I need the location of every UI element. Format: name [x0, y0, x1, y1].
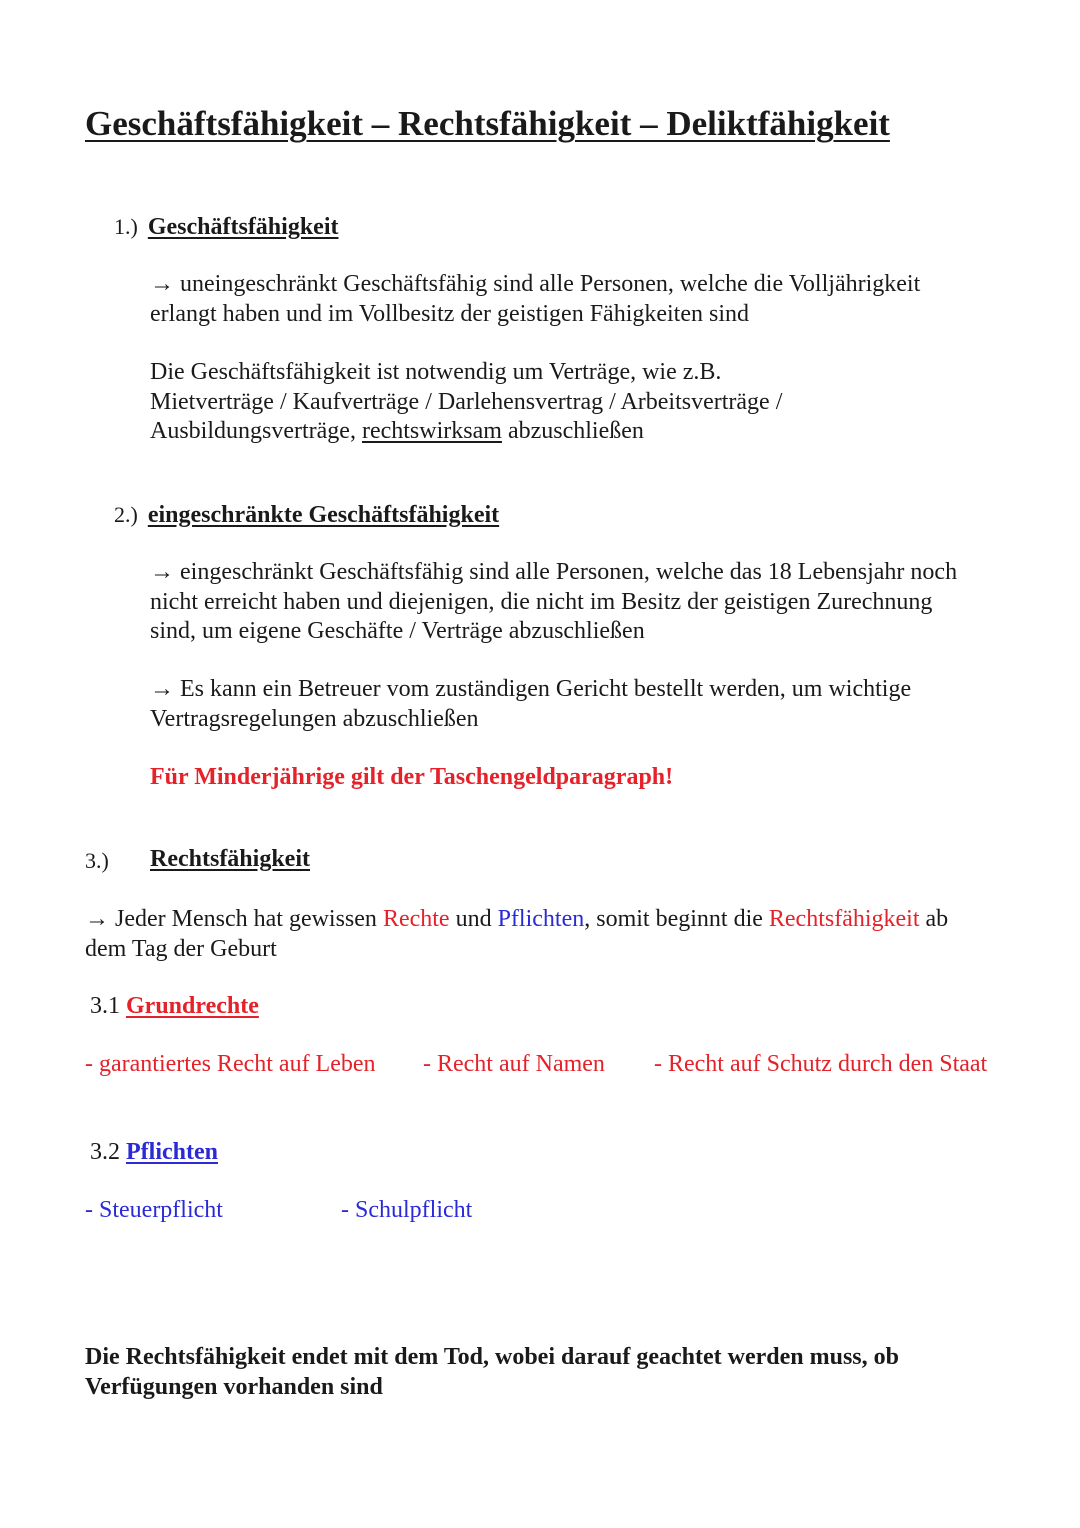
section-3-heading [85, 846, 310, 874]
text-span: Ausbildungsverträge, [150, 418, 362, 444]
text-line [85, 905, 948, 935]
text-line: sind, um eigene Geschäfte / Verträge abzuschließen [150, 618, 645, 644]
section-2-heading [114, 502, 499, 529]
text-line: Die Geschäftsfähigkeit ist notwendig um Verträge, wie z.B. [150, 359, 722, 385]
text-line: Die Rechtsfähigkeit endet mit dem Tod, wobei darauf geachtet werden muss, ob [85, 1344, 899, 1370]
section-number: 2.) [114, 502, 138, 527]
text-line: nicht erreicht haben und diejenigen, die nicht im Besitz der geistigen Zurechnung [150, 588, 933, 615]
page-title: Geschäftsfähigkeit – Rechtsfähigkeit – Deliktfähigkeit [85, 104, 890, 143]
subsection-3-1-heading [90, 992, 259, 1022]
section-title: eingeschränkte Geschäftsfähigkeit [147, 502, 500, 528]
subsection-number: 3.1 [90, 993, 126, 1019]
section-number: 3.) [85, 848, 109, 873]
text-line: → Es kann ein Betreuer vom zuständigen Gericht bestellt werden, um wichtige [150, 676, 912, 702]
text-span: und [449, 906, 498, 932]
rechtsfaehigkeit-term: Rechtsfähigkeit [768, 906, 920, 932]
section-2-paragraph-1 [150, 558, 957, 647]
text-line: Vertragsregelungen abzuschließen [150, 705, 479, 732]
grundrechte-item: - garantiertes Recht auf Leben [85, 1051, 376, 1077]
section-title: Rechtsfähigkeit [150, 846, 310, 872]
subsection-3-2-heading [90, 1138, 218, 1168]
section-number: 1.) [114, 214, 138, 239]
text-line: dem Tag der Geburt [85, 935, 277, 962]
text-line: → uneingeschränkt Geschäftsfähig sind alle Personen, welche die Volljährigkeit [150, 271, 921, 297]
text-span: ab [919, 906, 949, 932]
pflichten-term: Pflichten [497, 906, 585, 932]
text-span: , somit beginnt die [584, 906, 769, 932]
section-1-heading [114, 214, 338, 241]
grundrechte-item: - Recht auf Namen [423, 1051, 605, 1077]
text-span: → Jeder Mensch hat gewissen [85, 906, 383, 932]
text-line: Verfügungen vorhanden sind [85, 1373, 383, 1400]
text-line [150, 417, 782, 447]
subsection-number: 3.2 [90, 1139, 126, 1165]
section-1-paragraph-2 [150, 358, 782, 447]
rechte-term: Rechte [382, 906, 450, 932]
grundrechte-item: - Recht auf Schutz durch den Staat [654, 1051, 988, 1077]
subsection-title: Pflichten [126, 1139, 218, 1165]
pflichten-item: - Schulpflicht [341, 1197, 473, 1223]
section-title: Geschäftsfähigkeit [147, 214, 339, 240]
taschengeld-note: Für Minderjährige gilt der Taschengeldparagraph! [150, 764, 674, 790]
pflichten-item: - Steuerpflicht [85, 1197, 223, 1223]
section-1-paragraph-1 [150, 270, 920, 329]
text-line: → eingeschränkt Geschäftsfähig sind alle Personen, welche das 18 Lebensjahr noch [150, 559, 958, 585]
subsection-title: Grundrechte [126, 993, 259, 1019]
text-line: Mietverträge / Kaufverträge / Darlehensvertrag / Arbeitsverträge / [150, 388, 783, 415]
closing-statement [85, 1343, 899, 1402]
text-span: abzuschließen [501, 418, 644, 444]
section-2-paragraph-2 [150, 675, 911, 734]
text-line: erlangt haben und im Vollbesitz der geistigen Fähigkeiten sind [150, 300, 750, 327]
underlined-term: rechtswirksam [361, 418, 502, 444]
section-3-paragraph [85, 905, 948, 964]
